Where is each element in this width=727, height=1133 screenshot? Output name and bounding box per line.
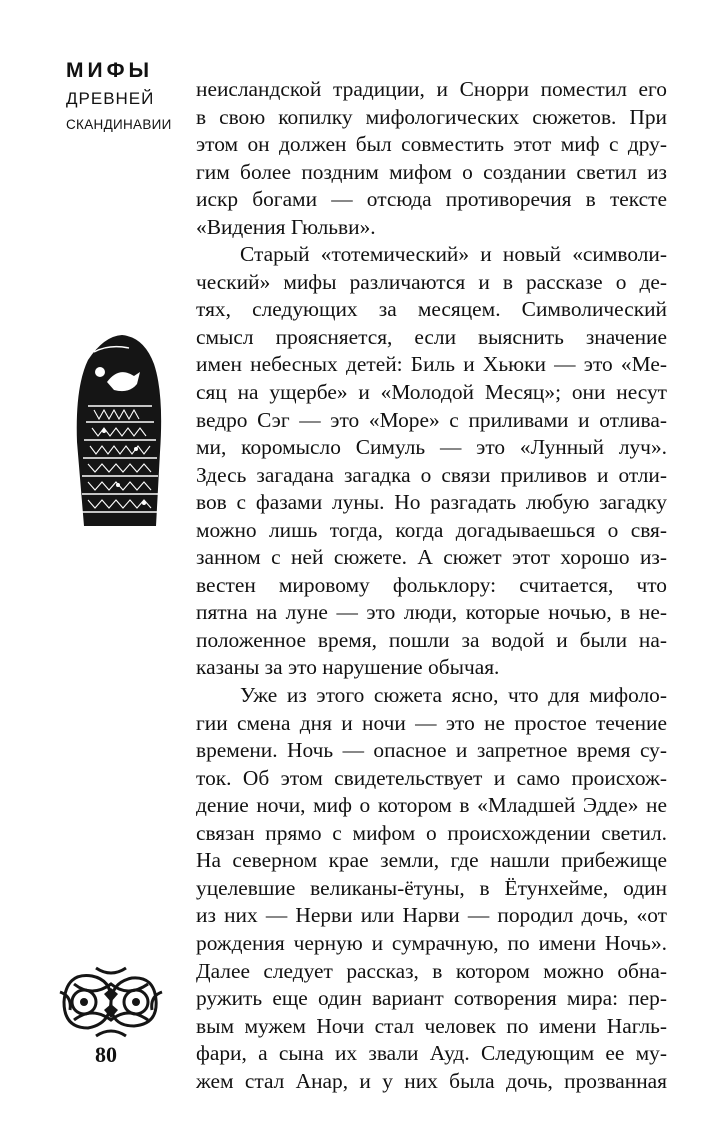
text-line: положенное время, пошли за водой и были на- bbox=[196, 627, 667, 652]
text-line: тях, следующих за месяцем. Символический bbox=[196, 297, 667, 322]
text-line: казаны за это нарушение обычая. bbox=[196, 655, 500, 680]
running-title-line-2: ДРЕВНЕЙ bbox=[66, 89, 155, 108]
text-line: искр богами — отсюда противоречия в тексте bbox=[196, 187, 667, 212]
text-line: сяц на ущербе» и «Молодой Месяц»; они несут bbox=[196, 380, 667, 405]
text-line: ружить еще один вариант сотворения мира: пер- bbox=[196, 986, 667, 1011]
text-line: гим более поздним мифом о создании светил из bbox=[196, 159, 667, 184]
text-line: неисландской традиции, и Снорри поместил его bbox=[196, 77, 667, 101]
knotwork-ornament bbox=[56, 962, 166, 1045]
running-title-line-3: СКАНДИНАВИИ bbox=[66, 117, 172, 132]
running-title bbox=[66, 58, 176, 136]
text-line: вым мужем Ночи стал человек по имени Нагль- bbox=[196, 1013, 667, 1038]
text-line: гии смена дня и ночи — это не простое течение bbox=[196, 710, 667, 735]
text-line: дение ночи, миф о котором в «Младшей Эдде» не bbox=[196, 793, 667, 818]
text-line: Старый «тотемический» и новый «символи- bbox=[240, 242, 667, 267]
text-line: ведро Сэг — это «Море» с приливами и отлива- bbox=[196, 407, 667, 432]
running-title-line-1: МИФЫ bbox=[66, 59, 154, 82]
text-line: в свою копилку мифологических сюжетов. При bbox=[196, 104, 667, 129]
text-line: Далее следует рассказ, в котором можно обна- bbox=[196, 958, 667, 983]
text-line: вов с фазами луны. Но разгадать любую загадку bbox=[196, 490, 667, 515]
text-line: имен небесных детей: Биль и Хьюки — это «Ме- bbox=[196, 352, 667, 377]
text-line: фари, а сына их звали Ауд. Следующим ее му- bbox=[196, 1041, 667, 1066]
text-line: Уже из этого сюжета ясно, что для мифоло- bbox=[240, 683, 667, 708]
text-line: ми, коромысло Симуль — это «Лунный луч». bbox=[196, 435, 667, 460]
text-line: Здесь загадана загадка о связи приливов и отли- bbox=[196, 462, 667, 487]
runestone-illustration bbox=[74, 332, 164, 532]
text-line: смысл проясняется, если выяснить значение bbox=[196, 324, 667, 349]
text-line: ческий» мифы различаются и в рассказе о де- bbox=[196, 269, 667, 294]
text-line: связан прямо с мифом о происхождении светил. bbox=[196, 820, 667, 845]
text-line: занном с ней сюжете. А сюжет этот хорошо из- bbox=[196, 545, 667, 570]
text-line: рождения черную и сумрачную, по имени Ночь». bbox=[196, 930, 667, 955]
text-line: пятна на луне — это люди, которые ночью, в не- bbox=[196, 600, 667, 625]
text-line: На северном крае земли, где нашли прибежище bbox=[196, 848, 667, 873]
text-line: времени. Ночь — опасное и запретное время су- bbox=[196, 738, 667, 763]
text-line: уцелевшие великаны-ётуны, в Ётунхейме, один bbox=[196, 875, 667, 900]
text-line: жем стал Анар, и у них была дочь, прозванная bbox=[196, 1068, 667, 1093]
page-number: 80 bbox=[95, 1042, 117, 1067]
text-line: «Видения Гюльви». bbox=[196, 214, 376, 239]
text-line: ток. Об этом свидетельствует и само происхож- bbox=[196, 765, 667, 790]
text-line: можно лишь тогда, когда догадываешься о свя- bbox=[196, 517, 667, 542]
text-line: вестен мировому фольклору: считается, что bbox=[196, 572, 667, 597]
body-text bbox=[196, 76, 667, 1095]
text-line: из них — Нерви или Нарви — породил дочь, «от bbox=[196, 903, 667, 928]
text-line: этом он должен был совместить этот миф с дру- bbox=[196, 132, 667, 157]
